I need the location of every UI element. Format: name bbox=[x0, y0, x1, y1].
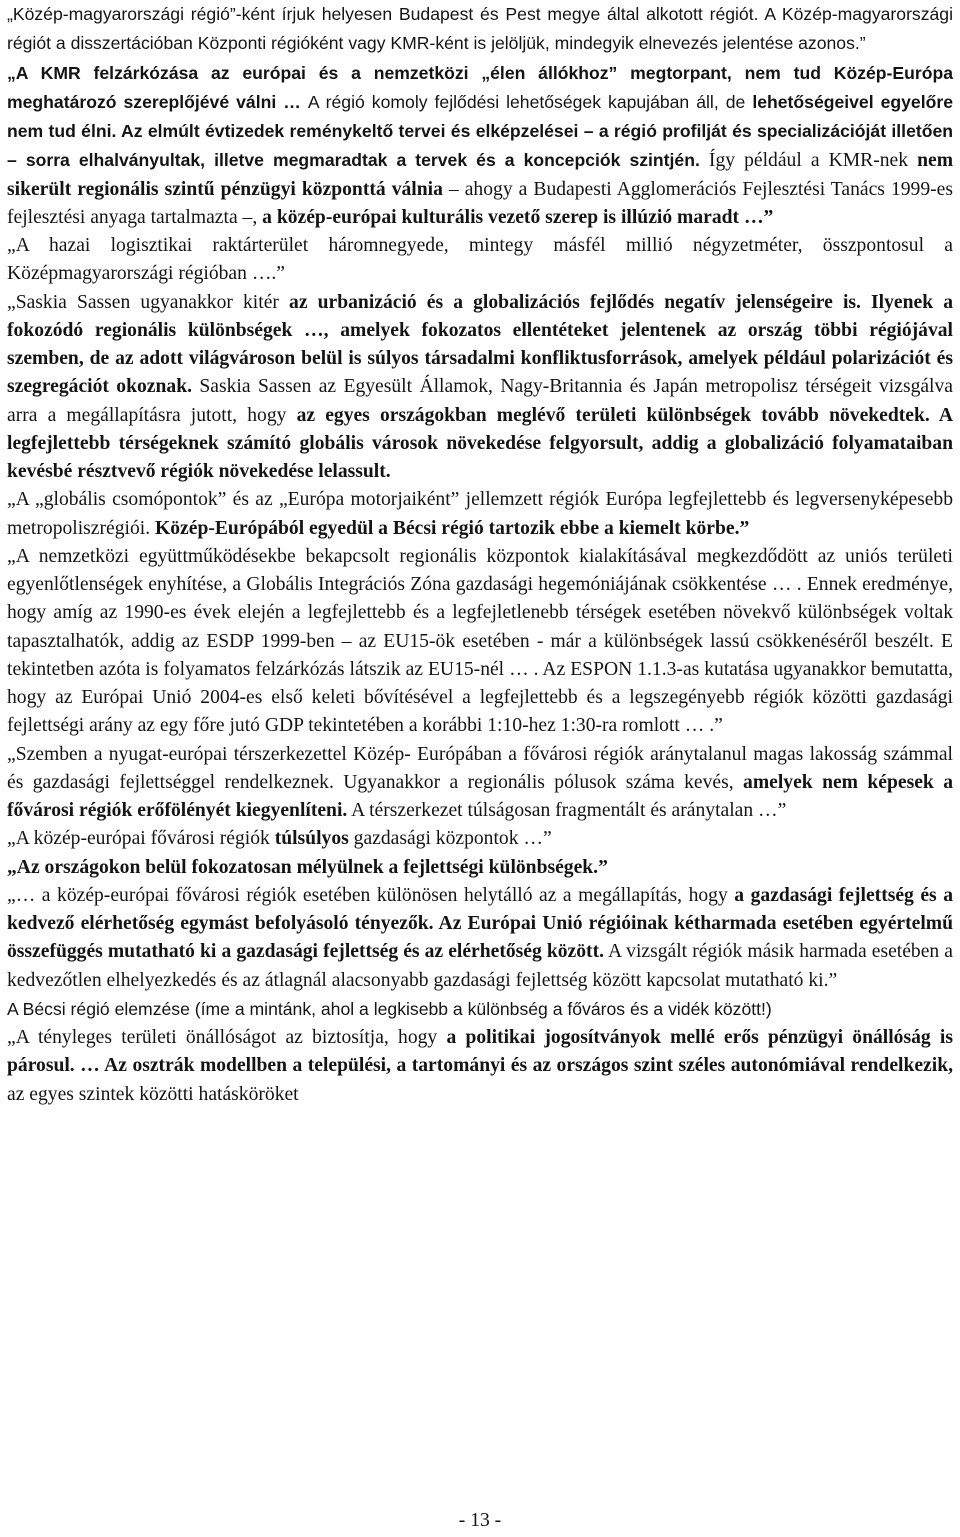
text-run: „A nemzetközi együttműködésekbe bekapcsolt regionális központok kialakításával megkezdődött az uniós területi egyenlőtlenségek enyhítése, a Globális Integrációs Zóna gazdasági hegemóniájának csökkentése … . Ennek eredménye, hogy amíg az 1990-es évek elején a legfejlettebb és a legfejletlenebb térségek esetében növekvő különbségek voltak tapasztalhatók, addig az ESDP 1999-ben – az EU15-ök esetében - már a különbségek lassú csökkenéséről beszélt. E tekintetben azóta is folyamatos felzárkózás látszik az EU15-nél … . Az ESPON 1.1.3-as kutatása ugyanakkor bemutatta, hogy az Európai Unió 2004-es első keleti bővítésével a legfejlettebb és a legszegényebb régiók közötti gazdasági fejlettségi arány az egy főre jutó GDP tekintetében a korábbi 1:10-hez 1:30-ra romlott … .” bbox=[7, 545, 953, 737]
page-number: - 13 - bbox=[458, 1510, 502, 1531]
text-run: lehetőségeivel egyelőre nem tud élni. bbox=[7, 91, 953, 141]
text-run: Közép-Európából egyedül a Bécsi régió tartozik ebbe a kiemelt körbe.” bbox=[155, 517, 750, 539]
text-run: a közép-európai kulturális vezető szerep is illúzió maradt …” bbox=[262, 206, 774, 228]
text-run: nem sikerült regionális szintű pénzügyi központtá válnia bbox=[7, 150, 954, 200]
text-run: Saskia Sassen az Egyesült Államok, Nagy-Britannia és Japán metropolisz térségeit vizsgálva arra a megállapításra jutott, hogy bbox=[7, 376, 953, 426]
text-run: „A KMR felzárkózása az európai és a nemzetközi „élen állókhoz” megtorpant, nem tud Közép-Európa meghatározó szereplőjévé válni … bbox=[7, 62, 953, 112]
paragraph bbox=[7, 1024, 953, 1109]
text-run: „Közép-magyarországi régió”-ként írjuk helyesen Budapest és Pest megye által alkotott régiót. A Közép-magyarországi régiót a disszertációban Központi régióként vagy KMR-ként is jelöljük, mindegyik elnevezés jelentése azonos.” bbox=[7, 4, 953, 54]
text-run: „… a közép-európai fővárosi régiók esetében különösen helytálló az a megállapítás, hogy bbox=[7, 884, 735, 906]
text-run: A térszerkezet túlságosan fragmentált és aránytalan …” bbox=[347, 800, 787, 821]
paragraph bbox=[7, 995, 953, 1024]
paragraph bbox=[7, 741, 953, 826]
text-run: – ahogy a Budapesti Agglomerációs Fejlesztési Tanács 1999-es fejlesztési anyaga tartalmazta –, bbox=[7, 178, 953, 228]
text-run: amelyek nem képesek a fővárosi régiók erőfölényét kiegyenlíteni. bbox=[7, 771, 953, 821]
text-run: a gazdasági fejlettség és a kedvező elérhetőség egymást befolyásoló tényezők. Az Európai Unió régióinak kétharmada esetében egyértelmű összefüggés mutatható ki a gazdasági fejlettség és az elérhetőség között. bbox=[7, 884, 953, 963]
text-run: az egyes országokban meglévő területi különbségek tovább növekedtek. A legfejlettebb térségeknek számító globális városok növekedése felgyorsult, addig a globalizáció folyamataiban kevésbé résztvevő régiók növekedése lelassult. bbox=[7, 404, 953, 482]
paragraph bbox=[7, 825, 953, 853]
text-run: „A tényleges területi önállóságot az biztosítja, hogy bbox=[7, 1027, 447, 1048]
text-run: A régió komoly fejlődési lehetőségek kapujában áll, de bbox=[307, 91, 753, 112]
text-run: gazdasági központok …” bbox=[348, 828, 552, 850]
text-run: „Szemben a nyugat-európai térszerkezettel Közép- Európában a fővárosi régiók aránytalanul magas lakosság számmal és gazdasági fejlettséggel rendelkeznek. Ugyanakkor a regionális pólusok száma kevés, bbox=[7, 743, 953, 793]
text-run: az urbanizáció és a globalizációs fejlődés negatív jelenségeire is. Ilyenek a fokozódó regionális különbségek …, amelyek fokozatos ellentéteket jelentenek az ország többi régiójával szemben, de az adott világvároson belül is súlyos társadalmi konfliktusforrások, amelyek például polarizációt és szegregációt okoznak. bbox=[7, 291, 953, 398]
text-run: a politikai jogosítványok mellé erős pénzügyi önállóság is párosul. … Az osztrák modellben a települési, a tartományi és az országos szint széles autonómiával rendelkezik, bbox=[7, 1027, 953, 1077]
text-run: „Az országokon belül fokozatosan mélyülnek a fejlettségi különbségek.” bbox=[7, 856, 608, 878]
text-run: túlsúlyos bbox=[274, 828, 349, 850]
document-page bbox=[7, 0, 953, 1109]
paragraph bbox=[7, 486, 953, 543]
paragraph bbox=[7, 59, 953, 233]
text-run: Így például a KMR-nek bbox=[699, 150, 918, 172]
text-run: „A „globális csomópontok” és az „Európa motorjaiként” jellemzett régiók Európa legfejlettebb és legversenyképesebb metropoliszrégiói. bbox=[7, 489, 953, 539]
paragraph bbox=[7, 289, 953, 487]
text-run: „A közép-európai fővárosi régiók bbox=[7, 828, 275, 850]
paragraph bbox=[7, 232, 953, 289]
paragraph bbox=[7, 543, 953, 741]
text-run: Az elmúlt évtizedek reménykeltő tervei és elképzelései – a régió profilját és specializációját illetően – sorra elhalványultak, illetve megmaradtak a tervek és a koncepciók szintjén. bbox=[7, 121, 953, 171]
text-run: az egyes szintek közötti hatásköröket bbox=[7, 1083, 299, 1105]
paragraph bbox=[7, 0, 953, 59]
text-run: A vizsgált régiók másik harmada esetében a kedvezőtlen elhelyezkedés és az átlagnál alacsonyabb gazdasági fejlettség között kapcsolat mutatható ki.” bbox=[7, 941, 953, 991]
paragraph bbox=[7, 854, 953, 882]
text-run: „Saskia Sassen ugyanakkor kitér bbox=[7, 291, 290, 313]
text-run: „A hazai logisztikai raktárterület háromnegyede, mintegy másfél millió négyzetméter, összpontosul a Középmagyarországi régióban ….” bbox=[7, 235, 953, 285]
paragraph bbox=[7, 882, 953, 995]
text-run: A Bécsi régió elemzése (íme a mintánk, ahol a legkisebb a különbség a főváros és a vidék között!) bbox=[7, 998, 772, 1019]
